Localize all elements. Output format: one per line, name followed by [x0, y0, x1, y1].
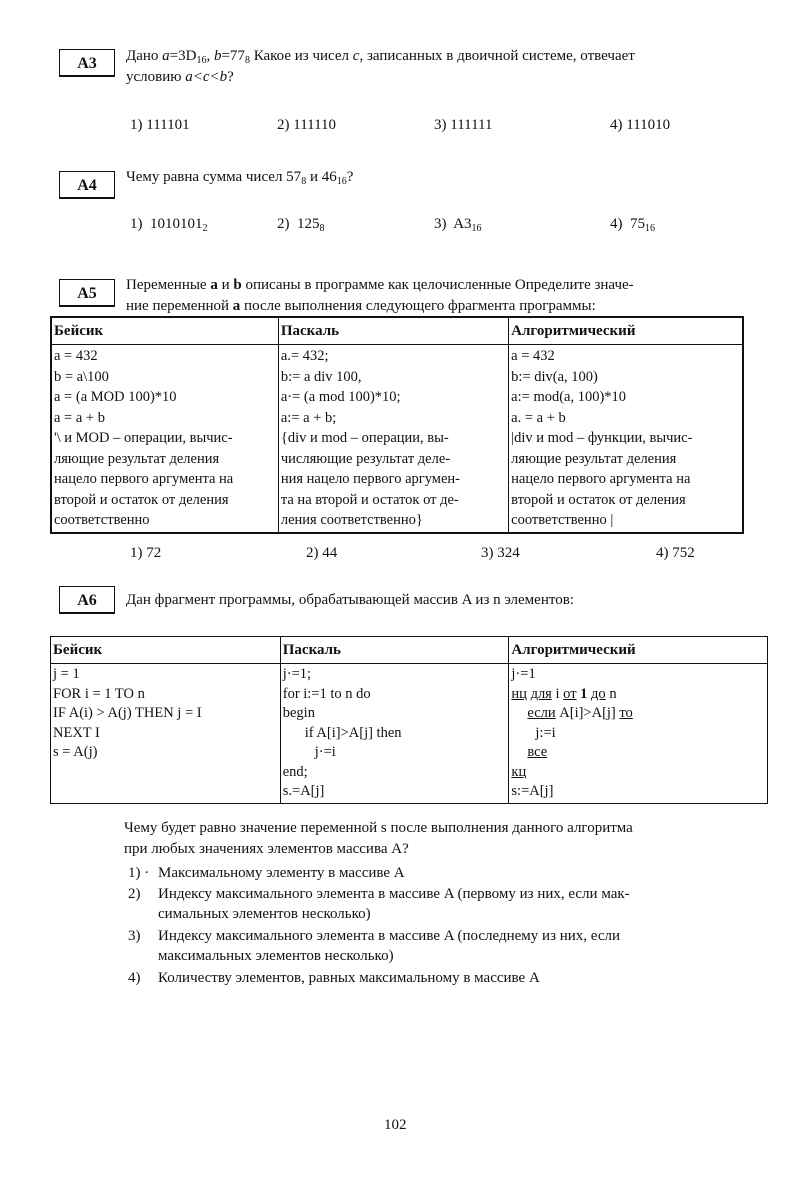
answer-option: 4) 752 — [656, 545, 695, 561]
question-a3-text: Дано $a=3D_{16}$, $b=77_8$ Какое из чисел c, записанных в двоичной системе, отвечает условию a<c<b? — [126, 48, 635, 85]
column-header-basic: Бейсик — [51, 317, 278, 345]
column-header-algorithmic: Алгоритмический — [509, 317, 743, 345]
code-cell-algorithmic: j·=1 нц для i от 1 до n если A[i]>A[j] то j:=i все кц s:=A[j] — [509, 664, 768, 804]
code-table-a5 — [50, 316, 744, 534]
answer-option: 3) 111111 — [434, 117, 493, 133]
question-a6-prompt: Чему будет равно значение переменной s после выполнения данного алгоритма при любых значениях элементов массива A? — [124, 820, 633, 857]
question-label-a5: A5 — [59, 279, 115, 307]
question-a5-text: Переменные a и b описаны в программе как целочисленные Определите значе- ние переменной a после выполнения следующего фрагмента программы: — [126, 277, 634, 314]
code-cell-pascal: a.= 432; b:= a div 100, a·= (a mod 100)*10; a:= a + b; {div и mod – операции, вы- числяющие результат деле- ния нацело первого аргумен- та на второй и остаток от де- ления соответственно} — [278, 345, 508, 533]
answer-option: 1) 72 — [130, 545, 162, 561]
answer-option: 3) 324 — [481, 545, 520, 561]
answer-option: 2) 111110 — [277, 117, 337, 133]
column-header-basic: Бейсик — [51, 637, 281, 664]
code-table-a6 — [50, 636, 768, 804]
code-cell-algorithmic: a = 432 b:= div(a, 100) a:= mod(a, 100)*10 a. = a + b |div и mod – функции, вычис- ляющие результат деления нацело первого аргумента на второй и остаток от деления соответственно | — [509, 345, 743, 533]
question-a6-text: Дан фрагмент программы, обрабатывающей массив A из n элементов: — [126, 592, 574, 608]
question-label-a3: A3 — [59, 49, 115, 77]
answer-option: 2) $125_8$ — [277, 216, 325, 234]
answer-option: 4) $75_{16}$ — [610, 216, 655, 234]
answer-option: 4) 111010 — [610, 117, 671, 133]
answer-option: 1) $1010101_2$ — [130, 216, 208, 234]
question-label-a4: A4 — [59, 171, 115, 199]
answer-option: 3) $A3_{16}$ — [434, 216, 482, 234]
code-cell-pascal: j·=1; for i:=1 to n do begin if A[i]>A[j] then j·=i end; s.=A[j] — [280, 664, 509, 804]
answer-option: 1) 111101 — [130, 117, 190, 133]
page-number: 102 — [384, 1117, 407, 1133]
code-cell-basic: a = 432 b = a\100 a = (a MOD 100)*10 a = a + b '\ и MOD – операции, вычис- ляющие результат деления нацело первого аргумента на второй и остаток от деления соответственно — [51, 345, 278, 533]
column-header-pascal: Паскаль — [278, 317, 508, 345]
column-header-pascal: Паскаль — [280, 637, 509, 664]
column-header-algorithmic: Алгоритмический — [509, 637, 768, 664]
answer-option: 2) 44 — [306, 545, 338, 561]
question-a4-text: Чему равна сумма чисел $57_8$ и $46_{16}$? — [126, 169, 354, 187]
question-label-a6: A6 — [59, 586, 115, 614]
code-cell-basic: j = 1 FOR i = 1 TO n IF A(i) > A(j) THEN j = I NEXT I s = A(j) — [51, 664, 281, 804]
